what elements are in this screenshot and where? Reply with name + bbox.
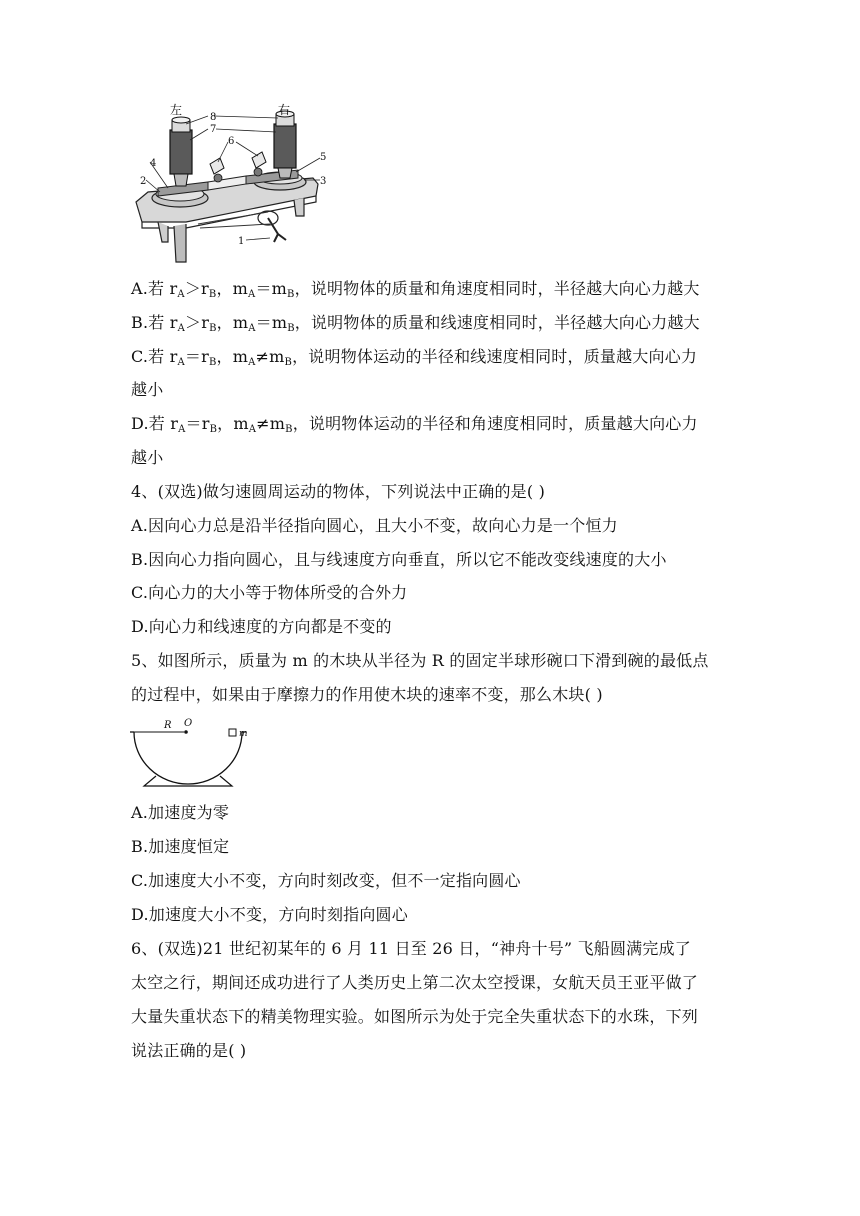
label-4: 4 [150,158,157,169]
q3-option-a: A.若 $r_A>r_B$，$m_A=m_B$，说明物体的质量和角速度相同时，半径越大向心力越大 [131,279,700,300]
q3-option-c: C.若 $r_A=r_B$，$m_A\ne m_B$，说明物体运动的半径和线速度相同时，质量越大向心力 [131,347,698,368]
label-7: 7 [210,124,217,135]
q4-stem: 4、(双选)做匀速圆周运动的物体，下列说法中正确的是( ) [131,482,546,501]
label-left: 左 [170,103,183,117]
q5-stem-line1: 5、如图所示，质量为 m 的木块从半径为 R 的固定半球形碗口下滑到碗的最低点 [131,651,709,670]
q6-line2: 太空之行，期间还成功进行了人类历史上第二次太空授课，女航天员王亚平做了 [131,973,699,992]
label-m: m [239,729,248,739]
label-8: 8 [210,112,217,123]
q3-option-c-cont: 越小 [131,380,164,399]
q4-option-b: B.因向心力指向圆心，且与线速度方向垂直，所以它不能改变线速度的大小 [131,550,667,569]
label-2: 2 [140,176,147,187]
q3-option-d-cont: 越小 [131,448,164,467]
q5-stem-line2: 的过程中，如果由于摩擦力的作用使木块的速率不变，那么木块( ) [131,685,603,704]
q5-option-b: B.加速度恒定 [131,837,230,856]
q5-option-c: C.加速度大小不变，方向时刻改变，但不一定指向圆心 [131,871,521,890]
q6-line4: 说法正确的是( ) [131,1041,247,1060]
label-r: R [164,720,172,731]
q3-option-d: D.若 $r_A=r_B$，$m_A\ne m_B$，说明物体运动的半径和角速度相同时，质量越大向心力 [131,414,698,435]
label-6: 6 [228,136,235,147]
q5-option-d: D.加速度大小不变，方向时刻指向圆心 [131,905,408,924]
label-3: 3 [320,176,327,187]
q6-line3: 大量失重状态下的精美物理实验。如图所示为处于完全失重状态下的水珠，下列 [131,1007,699,1026]
label-right: 右 [278,103,291,117]
label-o: O [184,718,193,729]
q4-option-d: D.向心力和线速度的方向都是不变的 [131,617,392,636]
q4-option-c: C.向心力的大小等于物体所受的合外力 [131,583,408,602]
q5-option-a: A.加速度为零 [131,803,230,822]
q6-line1: 6、(双选)21 世纪初某年的 6 月 11 日至 26 日，“神舟十号” 飞船圆满完成了 [131,939,691,958]
q3-option-b: B.若 $r_A>r_B$，$m_A=m_B$，说明物体的质量和线速度相同时，半径越大向心力越大 [131,313,700,334]
label-5: 5 [320,152,327,163]
centripetal-force-apparatus-figure [128,100,338,270]
label-1: 1 [238,236,245,247]
q4-option-a: A.因向心力总是沿半径指向圆心，且大小不变，故向心力是一个恒力 [131,516,618,535]
hemispherical-bowl-figure [128,714,252,790]
